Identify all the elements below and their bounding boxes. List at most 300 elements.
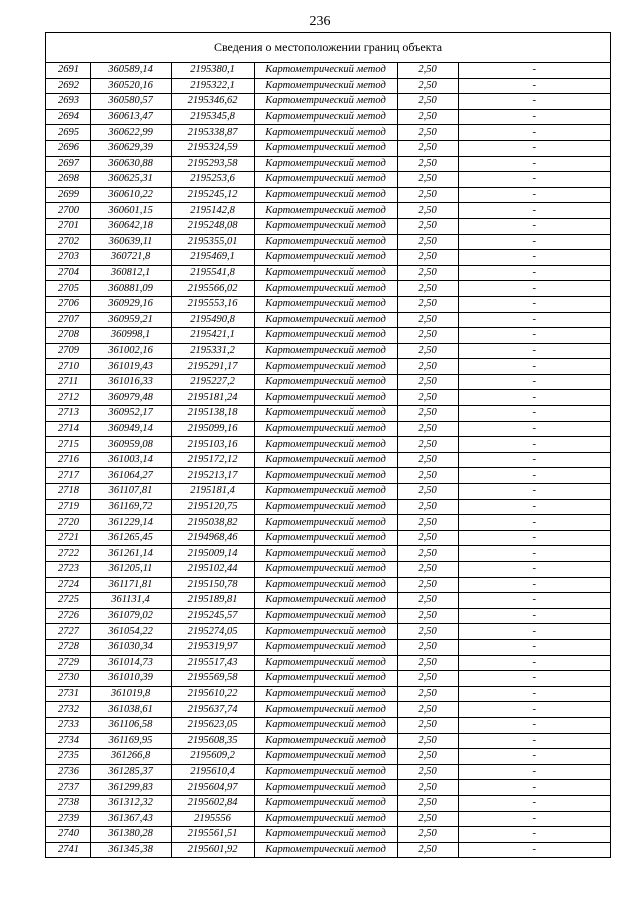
accuracy-cell: 2,50 (397, 296, 458, 312)
y-coordinate-cell: 2195331,2 (171, 343, 254, 359)
point-number-cell: 2709 (46, 343, 90, 359)
method-cell: Картометрический метод (254, 234, 397, 250)
description-cell: - (458, 546, 610, 562)
description-cell: - (458, 312, 610, 328)
table-row (46, 639, 610, 655)
point-number-cell: 2694 (46, 109, 90, 125)
description-cell: - (458, 218, 610, 234)
table-row (46, 842, 610, 857)
method-cell: Картометрический метод (254, 421, 397, 437)
point-number-cell: 2693 (46, 94, 90, 110)
table-row (46, 499, 610, 515)
accuracy-cell: 2,50 (397, 281, 458, 297)
x-coordinate-cell: 361265,45 (90, 530, 171, 546)
x-coordinate-cell: 360601,15 (90, 203, 171, 219)
table-row (46, 452, 610, 468)
method-cell: Картометрический метод (254, 686, 397, 702)
table-row (46, 437, 610, 453)
accuracy-cell: 2,50 (397, 406, 458, 422)
method-cell: Картометрический метод (254, 499, 397, 515)
table-row (46, 328, 610, 344)
table-row (46, 172, 610, 188)
x-coordinate-cell: 361285,37 (90, 764, 171, 780)
table-row (46, 406, 610, 422)
y-coordinate-cell: 2195248,08 (171, 218, 254, 234)
point-number-cell: 2707 (46, 312, 90, 328)
table-row (46, 764, 610, 780)
description-cell: - (458, 593, 610, 609)
y-coordinate-cell: 2195601,92 (171, 842, 254, 857)
table-row (46, 218, 610, 234)
y-coordinate-cell: 2195253,6 (171, 172, 254, 188)
y-coordinate-cell: 2195274,05 (171, 624, 254, 640)
description-cell: - (458, 733, 610, 749)
table-row (46, 250, 610, 266)
method-cell: Картометрический метод (254, 827, 397, 843)
accuracy-cell: 2,50 (397, 328, 458, 344)
description-cell: - (458, 702, 610, 718)
table-row (46, 827, 610, 843)
x-coordinate-cell: 361169,72 (90, 499, 171, 515)
accuracy-cell: 2,50 (397, 140, 458, 156)
x-coordinate-cell: 360929,16 (90, 296, 171, 312)
table-row (46, 530, 610, 546)
x-coordinate-cell: 361106,58 (90, 717, 171, 733)
accuracy-cell: 2,50 (397, 390, 458, 406)
point-number-cell: 2710 (46, 359, 90, 375)
accuracy-cell: 2,50 (397, 343, 458, 359)
description-cell: - (458, 328, 610, 344)
description-cell: - (458, 608, 610, 624)
x-coordinate-cell: 361002,16 (90, 343, 171, 359)
point-number-cell: 2726 (46, 608, 90, 624)
description-cell: - (458, 63, 610, 78)
x-coordinate-cell: 360952,17 (90, 406, 171, 422)
page-number: 236 (309, 14, 331, 29)
description-cell: - (458, 530, 610, 546)
y-coordinate-cell: 2195120,75 (171, 499, 254, 515)
description-cell: - (458, 109, 610, 125)
description-cell: - (458, 421, 610, 437)
point-number-cell: 2722 (46, 546, 90, 562)
point-number-cell: 2730 (46, 671, 90, 687)
method-cell: Картометрический метод (254, 172, 397, 188)
table-row (46, 749, 610, 765)
description-cell: - (458, 234, 610, 250)
x-coordinate-cell: 360979,48 (90, 390, 171, 406)
point-number-cell: 2713 (46, 406, 90, 422)
y-coordinate-cell: 2195569,58 (171, 671, 254, 687)
y-coordinate-cell: 2195102,44 (171, 562, 254, 578)
description-cell: - (458, 406, 610, 422)
accuracy-cell: 2,50 (397, 515, 458, 531)
x-coordinate-cell: 360580,57 (90, 94, 171, 110)
method-cell: Картометрический метод (254, 203, 397, 219)
point-number-cell: 2715 (46, 437, 90, 453)
x-coordinate-cell: 360629,39 (90, 140, 171, 156)
method-cell: Картометрический метод (254, 702, 397, 718)
table-row (46, 234, 610, 250)
point-number-cell: 2727 (46, 624, 90, 640)
x-coordinate-cell: 360998,1 (90, 328, 171, 344)
x-coordinate-cell: 361019,8 (90, 686, 171, 702)
point-number-cell: 2691 (46, 63, 90, 78)
x-coordinate-cell: 361171,81 (90, 577, 171, 593)
method-cell: Картометрический метод (254, 187, 397, 203)
method-cell: Картометрический метод (254, 795, 397, 811)
x-coordinate-cell: 361380,28 (90, 827, 171, 843)
y-coordinate-cell: 2195541,8 (171, 265, 254, 281)
description-cell: - (458, 655, 610, 671)
accuracy-cell: 2,50 (397, 312, 458, 328)
y-coordinate-cell: 2195610,4 (171, 764, 254, 780)
description-cell: - (458, 749, 610, 765)
method-cell: Картометрический метод (254, 78, 397, 94)
table-row (46, 296, 610, 312)
point-number-cell: 2735 (46, 749, 90, 765)
x-coordinate-cell: 361064,27 (90, 468, 171, 484)
x-coordinate-cell: 360949,14 (90, 421, 171, 437)
accuracy-cell: 2,50 (397, 234, 458, 250)
point-number-cell: 2728 (46, 639, 90, 655)
method-cell: Картометрический метод (254, 328, 397, 344)
table-row (46, 780, 610, 796)
method-cell: Картометрический метод (254, 218, 397, 234)
method-cell: Картометрический метод (254, 437, 397, 453)
description-cell: - (458, 515, 610, 531)
table-row (46, 795, 610, 811)
x-coordinate-cell: 361205,11 (90, 562, 171, 578)
description-cell: - (458, 125, 610, 141)
point-number-cell: 2706 (46, 296, 90, 312)
accuracy-cell: 2,50 (397, 717, 458, 733)
x-coordinate-cell: 361229,14 (90, 515, 171, 531)
accuracy-cell: 2,50 (397, 374, 458, 390)
description-cell: - (458, 671, 610, 687)
table-row (46, 94, 610, 110)
method-cell: Картометрический метод (254, 125, 397, 141)
y-coordinate-cell: 2195009,14 (171, 546, 254, 562)
x-coordinate-cell: 361266,8 (90, 749, 171, 765)
y-coordinate-cell: 2195181,24 (171, 390, 254, 406)
method-cell: Картометрический метод (254, 374, 397, 390)
y-coordinate-cell: 2195245,57 (171, 608, 254, 624)
x-coordinate-cell: 360881,09 (90, 281, 171, 297)
table-row (46, 546, 610, 562)
accuracy-cell: 2,50 (397, 359, 458, 375)
x-coordinate-cell: 360959,08 (90, 437, 171, 453)
table-row (46, 608, 610, 624)
table-row (46, 733, 610, 749)
table-row (46, 343, 610, 359)
y-coordinate-cell: 2195355,01 (171, 234, 254, 250)
y-coordinate-cell: 2195181,4 (171, 484, 254, 500)
table-row (46, 515, 610, 531)
point-number-cell: 2741 (46, 842, 90, 857)
x-coordinate-cell: 361299,83 (90, 780, 171, 796)
table-row (46, 811, 610, 827)
table-row (46, 717, 610, 733)
table-row (46, 390, 610, 406)
x-coordinate-cell: 360589,14 (90, 63, 171, 78)
accuracy-cell: 2,50 (397, 109, 458, 125)
method-cell: Картометрический метод (254, 764, 397, 780)
table-row (46, 109, 610, 125)
method-cell: Картометрический метод (254, 811, 397, 827)
y-coordinate-cell: 2195346,62 (171, 94, 254, 110)
table-row (46, 265, 610, 281)
y-coordinate-cell: 2194968,46 (171, 530, 254, 546)
method-cell: Картометрический метод (254, 484, 397, 500)
description-cell: - (458, 764, 610, 780)
x-coordinate-cell: 360630,88 (90, 156, 171, 172)
accuracy-cell: 2,50 (397, 764, 458, 780)
accuracy-cell: 2,50 (397, 452, 458, 468)
y-coordinate-cell: 2195609,2 (171, 749, 254, 765)
y-coordinate-cell: 2195189,81 (171, 593, 254, 609)
point-number-cell: 2732 (46, 702, 90, 718)
x-coordinate-cell: 360721,8 (90, 250, 171, 266)
method-cell: Картометрический метод (254, 639, 397, 655)
point-number-cell: 2724 (46, 577, 90, 593)
table-row (46, 125, 610, 141)
table-row (46, 63, 610, 78)
x-coordinate-cell: 361367,43 (90, 811, 171, 827)
y-coordinate-cell: 2195138,18 (171, 406, 254, 422)
point-number-cell: 2719 (46, 499, 90, 515)
method-cell: Картометрический метод (254, 296, 397, 312)
method-cell: Картометрический метод (254, 655, 397, 671)
method-cell: Картометрический метод (254, 343, 397, 359)
description-cell: - (458, 811, 610, 827)
accuracy-cell: 2,50 (397, 484, 458, 500)
y-coordinate-cell: 2195319,97 (171, 639, 254, 655)
x-coordinate-cell: 361345,38 (90, 842, 171, 857)
point-number-cell: 2738 (46, 795, 90, 811)
x-coordinate-cell: 360520,16 (90, 78, 171, 94)
table-row (46, 577, 610, 593)
method-cell: Картометрический метод (254, 63, 397, 78)
point-number-cell: 2739 (46, 811, 90, 827)
y-coordinate-cell: 2195291,17 (171, 359, 254, 375)
y-coordinate-cell: 2195293,58 (171, 156, 254, 172)
accuracy-cell: 2,50 (397, 671, 458, 687)
x-coordinate-cell: 361019,43 (90, 359, 171, 375)
description-cell: - (458, 374, 610, 390)
accuracy-cell: 2,50 (397, 530, 458, 546)
method-cell: Картометрический метод (254, 530, 397, 546)
y-coordinate-cell: 2195602,84 (171, 795, 254, 811)
table-row (46, 562, 610, 578)
description-cell: - (458, 359, 610, 375)
accuracy-cell: 2,50 (397, 218, 458, 234)
accuracy-cell: 2,50 (397, 437, 458, 453)
point-number-cell: 2692 (46, 78, 90, 94)
x-coordinate-cell: 360812,1 (90, 265, 171, 281)
y-coordinate-cell: 2195038,82 (171, 515, 254, 531)
description-cell: - (458, 577, 610, 593)
description-cell: - (458, 156, 610, 172)
method-cell: Картометрический метод (254, 593, 397, 609)
point-number-cell: 2716 (46, 452, 90, 468)
method-cell: Картометрический метод (254, 468, 397, 484)
description-cell: - (458, 795, 610, 811)
accuracy-cell: 2,50 (397, 421, 458, 437)
table-body (46, 63, 610, 857)
accuracy-cell: 2,50 (397, 203, 458, 219)
point-number-cell: 2714 (46, 421, 90, 437)
method-cell: Картометрический метод (254, 250, 397, 266)
description-cell: - (458, 172, 610, 188)
accuracy-cell: 2,50 (397, 125, 458, 141)
point-number-cell: 2733 (46, 717, 90, 733)
y-coordinate-cell: 2195322,1 (171, 78, 254, 94)
accuracy-cell: 2,50 (397, 780, 458, 796)
y-coordinate-cell: 2195103,16 (171, 437, 254, 453)
y-coordinate-cell: 2195213,17 (171, 468, 254, 484)
table-row (46, 421, 610, 437)
accuracy-cell: 2,50 (397, 63, 458, 78)
x-coordinate-cell: 360642,18 (90, 218, 171, 234)
accuracy-cell: 2,50 (397, 608, 458, 624)
method-cell: Картометрический метод (254, 390, 397, 406)
y-coordinate-cell: 2195610,22 (171, 686, 254, 702)
method-cell: Картометрический метод (254, 265, 397, 281)
accuracy-cell: 2,50 (397, 562, 458, 578)
description-cell: - (458, 78, 610, 94)
method-cell: Картометрический метод (254, 140, 397, 156)
method-cell: Картометрический метод (254, 156, 397, 172)
description-cell: - (458, 780, 610, 796)
table-row (46, 140, 610, 156)
point-number-cell: 2729 (46, 655, 90, 671)
x-coordinate-cell: 361014,73 (90, 655, 171, 671)
table-header: Сведения о местоположении границ объекта (46, 33, 610, 63)
point-number-cell: 2734 (46, 733, 90, 749)
method-cell: Картометрический метод (254, 842, 397, 857)
table-row (46, 484, 610, 500)
description-cell: - (458, 827, 610, 843)
y-coordinate-cell: 2195324,59 (171, 140, 254, 156)
point-number-cell: 2701 (46, 218, 90, 234)
y-coordinate-cell: 2195490,8 (171, 312, 254, 328)
accuracy-cell: 2,50 (397, 265, 458, 281)
y-coordinate-cell: 2195245,12 (171, 187, 254, 203)
accuracy-cell: 2,50 (397, 172, 458, 188)
x-coordinate-cell: 361169,95 (90, 733, 171, 749)
coordinates-table (46, 63, 610, 857)
method-cell: Картометрический метод (254, 780, 397, 796)
point-number-cell: 2697 (46, 156, 90, 172)
method-cell: Картометрический метод (254, 733, 397, 749)
table-row (46, 374, 610, 390)
point-number-cell: 2700 (46, 203, 90, 219)
point-number-cell: 2725 (46, 593, 90, 609)
accuracy-cell: 2,50 (397, 593, 458, 609)
accuracy-cell: 2,50 (397, 655, 458, 671)
point-number-cell: 2736 (46, 764, 90, 780)
method-cell: Картометрический метод (254, 624, 397, 640)
accuracy-cell: 2,50 (397, 546, 458, 562)
y-coordinate-cell: 2195469,1 (171, 250, 254, 266)
x-coordinate-cell: 361030,34 (90, 639, 171, 655)
accuracy-cell: 2,50 (397, 733, 458, 749)
point-number-cell: 2704 (46, 265, 90, 281)
point-number-cell: 2702 (46, 234, 90, 250)
table-row (46, 624, 610, 640)
y-coordinate-cell: 2195227,2 (171, 374, 254, 390)
accuracy-cell: 2,50 (397, 686, 458, 702)
method-cell: Картометрический метод (254, 577, 397, 593)
method-cell: Картометрический метод (254, 717, 397, 733)
table-row (46, 655, 610, 671)
method-cell: Картометрический метод (254, 515, 397, 531)
description-cell: - (458, 437, 610, 453)
y-coordinate-cell: 2195150,78 (171, 577, 254, 593)
y-coordinate-cell: 2195561,51 (171, 827, 254, 843)
description-cell: - (458, 562, 610, 578)
point-number-cell: 2720 (46, 515, 90, 531)
accuracy-cell: 2,50 (397, 187, 458, 203)
x-coordinate-cell: 361312,32 (90, 795, 171, 811)
point-number-cell: 2699 (46, 187, 90, 203)
x-coordinate-cell: 360959,21 (90, 312, 171, 328)
description-cell: - (458, 187, 610, 203)
accuracy-cell: 2,50 (397, 250, 458, 266)
description-cell: - (458, 281, 610, 297)
accuracy-cell: 2,50 (397, 827, 458, 843)
point-number-cell: 2703 (46, 250, 90, 266)
description-cell: - (458, 639, 610, 655)
table-row (46, 686, 610, 702)
description-cell: - (458, 343, 610, 359)
y-coordinate-cell: 2195604,97 (171, 780, 254, 796)
description-cell: - (458, 390, 610, 406)
description-cell: - (458, 94, 610, 110)
table-row (46, 78, 610, 94)
y-coordinate-cell: 2195338,87 (171, 125, 254, 141)
x-coordinate-cell: 360639,11 (90, 234, 171, 250)
x-coordinate-cell: 360622,99 (90, 125, 171, 141)
method-cell: Картометрический метод (254, 452, 397, 468)
y-coordinate-cell: 2195345,8 (171, 109, 254, 125)
table-row (46, 702, 610, 718)
method-cell: Картометрический метод (254, 406, 397, 422)
accuracy-cell: 2,50 (397, 842, 458, 857)
table-row (46, 593, 610, 609)
description-cell: - (458, 140, 610, 156)
y-coordinate-cell: 2195556 (171, 811, 254, 827)
method-cell: Картометрический метод (254, 546, 397, 562)
accuracy-cell: 2,50 (397, 499, 458, 515)
method-cell: Картометрический метод (254, 109, 397, 125)
table-row (46, 156, 610, 172)
method-cell: Картометрический метод (254, 312, 397, 328)
x-coordinate-cell: 361107,81 (90, 484, 171, 500)
point-number-cell: 2711 (46, 374, 90, 390)
point-number-cell: 2737 (46, 780, 90, 796)
description-cell: - (458, 499, 610, 515)
y-coordinate-cell: 2195099,16 (171, 421, 254, 437)
point-number-cell: 2712 (46, 390, 90, 406)
y-coordinate-cell: 2195608,35 (171, 733, 254, 749)
x-coordinate-cell: 361010,39 (90, 671, 171, 687)
point-number-cell: 2718 (46, 484, 90, 500)
y-coordinate-cell: 2195623,05 (171, 717, 254, 733)
point-number-cell: 2723 (46, 562, 90, 578)
accuracy-cell: 2,50 (397, 577, 458, 593)
x-coordinate-cell: 361131,4 (90, 593, 171, 609)
